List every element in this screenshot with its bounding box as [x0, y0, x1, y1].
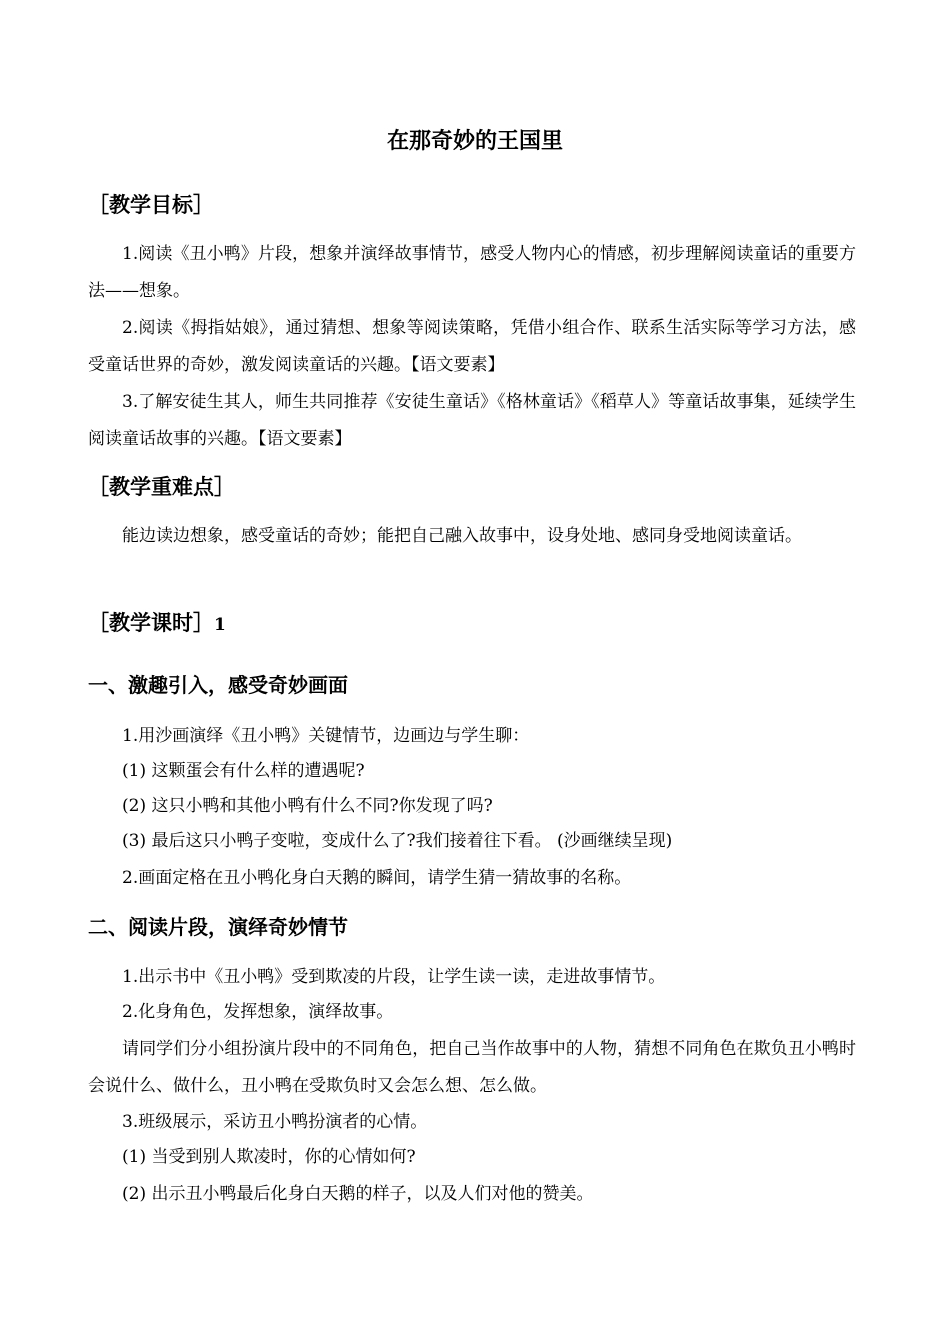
- document-title: 在那奇妙的王国里: [386, 129, 563, 154]
- part1-line-1: 1.用沙画演绎《丑小鸭》关键情节，边画边与学生聊：: [122, 726, 530, 746]
- part1-line-2: (1) 这颗蛋会有什么样的遭遇呢?: [122, 761, 365, 781]
- part1-line-5: 2.画面定格在丑小鸭化身白天鹅的瞬间，请学生猜一猜故事的名称。: [122, 868, 632, 888]
- part2-line-4: (1) 当受到别人欺凌时，你的心情如何?: [122, 1147, 416, 1167]
- objective-item-1: 1.阅读《丑小鸭》片段，想象并演绎故事情节，感受人物内心的情感，初步理解阅读童话的重要方法——想象。: [88, 244, 856, 301]
- part2-line-5: (2) 出示丑小鸭最后化身白天鹅的样子，以及人们对他的赞美。: [122, 1184, 594, 1204]
- periods-value: 1: [214, 615, 226, 635]
- key-points-heading: ［教学重难点］: [88, 475, 235, 499]
- objectives-heading: ［教学目标］: [88, 193, 214, 217]
- part2-line-3: 3.班级展示，采访丑小鸭扮演者的心情。: [122, 1112, 428, 1132]
- part1-line-3: (2) 这只小鸭和其他小鸭有什么不同?你发现了吗?: [122, 796, 493, 816]
- objective-item-3: 3.了解安徒生其人，师生共同推荐《安徒生童话》《格林童话》《稻草人》等童话故事集，延续学生阅读童话故事的兴趣。【语文要素】: [88, 392, 856, 449]
- part2-line-2: 2.化身角色，发挥想象，演绎故事。: [122, 1002, 394, 1022]
- key-points-text: 能边读边想象，感受童话的奇妙；能把自己融入故事中，设身处地、感同身受地阅读童话。: [122, 526, 802, 546]
- part2-paragraph: 请同学们分小组扮演片段中的不同角色，把自己当作故事中的人物，猜想不同角色在欺负丑小鸭时会说什么、做什么，丑小鸭在受欺负时又会怎么想、怎么做。: [88, 1039, 856, 1096]
- part2-heading: 二、阅读片段，演绎奇妙情节: [88, 915, 348, 939]
- part1-heading: 一、激趣引入，感受奇妙画面: [88, 673, 348, 697]
- part1-line-4: (3) 最后这只小鸭子变啦，变成什么了?我们接着往下看。 (沙画继续呈现): [122, 831, 673, 851]
- objective-item-2: 2.阅读《拇指姑娘》，通过猜想、想象等阅读策略，凭借小组合作、联系生活实际等学习方法，感受童话世界的奇妙，激发阅读童话的兴趣。【语文要素】: [88, 318, 856, 375]
- periods-heading-label: ［教学课时］: [88, 611, 214, 635]
- periods-heading: [88, 608, 226, 640]
- part2-line-1: 1.出示书中《丑小鸭》受到欺凌的片段，让学生读一读，走进故事情节。: [122, 967, 666, 987]
